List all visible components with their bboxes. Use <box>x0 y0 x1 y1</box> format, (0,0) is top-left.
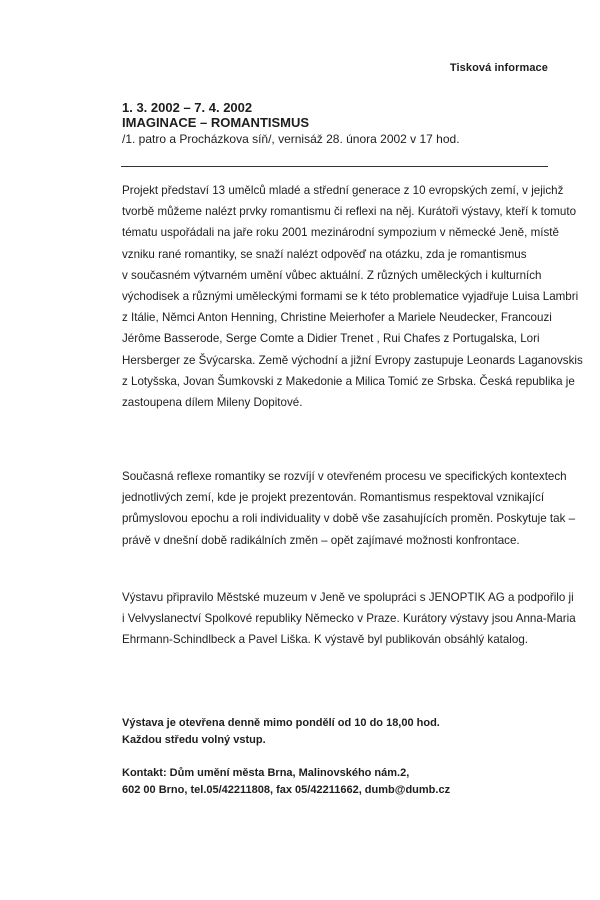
paragraph-project <box>122 180 583 413</box>
exhibition-venue: /1. patro a Procházkova síň/, vernisáž 28. února 2002 v 17 hod. <box>122 132 460 146</box>
free-entry-line: Každou středu volný vstup. <box>122 734 266 746</box>
text-line: Hersberger ze Švýcarska. Země východní a jižní Evropy zastupuje Leonards Laganovskis <box>122 353 583 367</box>
text-line: Ehrmann-Schindlbeck a Pavel Liška. K výstavě byl publikován obsáhlý katalog. <box>122 633 529 647</box>
document-type-label: Tisková informace <box>449 62 548 74</box>
divider-line <box>121 166 548 167</box>
text-line: vzniku rané romantiky, se snaží nalézt odpověď na otázku, zda je romantismus <box>122 247 527 261</box>
contact-info <box>122 765 450 799</box>
text-line: zastoupena dílem Mileny Dopitové. <box>122 396 303 410</box>
text-line: z Itálie, Němci Anton Henning, Christine Meierhofer a Mariele Neudecker, Francouzi <box>122 311 552 325</box>
contact-address-line: Kontakt: Dům umění města Brna, Malinovského nám.2, <box>122 767 410 779</box>
exhibition-heading <box>122 100 552 148</box>
text-line: i Velvyslanectví Spolkové republiky Německo v Praze. Kurátory výstavy jsou Anna-Maria <box>122 612 576 626</box>
text-line: Projekt představí 13 umělců mladé a střední generace z 10 evropských zemí, v jejichž <box>122 184 564 197</box>
exhibition-dates: 1. 3. 2002 – 7. 4. 2002 <box>122 100 253 115</box>
contact-phone-email-line: 602 00 Brno, tel.05/42211808, fax 05/42211662, dumb@dumb.cz <box>122 784 451 796</box>
text-line: Současná reflexe romantiky se rozvíjí v otevřeném procesu ve specifických kontextech <box>122 470 567 483</box>
text-line: tématu uspořádali na jaře roku 2001 mezinárodní sympozium v německé Jeně, místě <box>122 226 559 240</box>
text-line: Výstavu připravilo Městské muzeum v Jeně ve spolupráci s JENOPTIK AG a podpořilo ji <box>122 591 574 604</box>
text-line: jednotlivých zemí, kde je projekt prezentován. Romantismus respektoval vznikající <box>122 491 545 505</box>
text-line: východisek a různými uměleckými formami se k této problematice vyjadřuje Luisa Lambri <box>122 290 579 304</box>
text-line: Jérôme Basserode, Serge Comte a Didier Trenet , Rui Chafes z Portugalska, Lori <box>122 332 540 346</box>
opening-hours-line: Výstava je otevřena denně mimo pondělí od 10 do 18,00 hod. <box>122 717 440 729</box>
text-line: tvorbě můžeme nalézt prvky romantismu či reflexi na něj. Kurátoři výstavy, kteří k tomuto <box>122 205 577 219</box>
text-line: z Lotyšska, Jovan Šumkovski z Makedonie a Milica Tomić ze Srbska. Česká republika je <box>122 374 575 388</box>
text-line: průmyslovou epochu a roli individuality v době vše zasahujících proměn. Poskytuje tak – <box>122 512 576 526</box>
opening-hours <box>122 715 440 749</box>
paragraph-organizers <box>122 587 576 651</box>
text-line: v současném výtvarném umění vůbec aktuální. Z různých uměleckých i kulturních <box>122 268 542 282</box>
text-line: právě v dnešní době radikálních změn – opět zajímavé možnosti konfrontace. <box>122 533 520 547</box>
exhibition-title: IMAGINACE – ROMANTISMUS <box>122 115 310 130</box>
paragraph-reflection <box>122 466 575 551</box>
